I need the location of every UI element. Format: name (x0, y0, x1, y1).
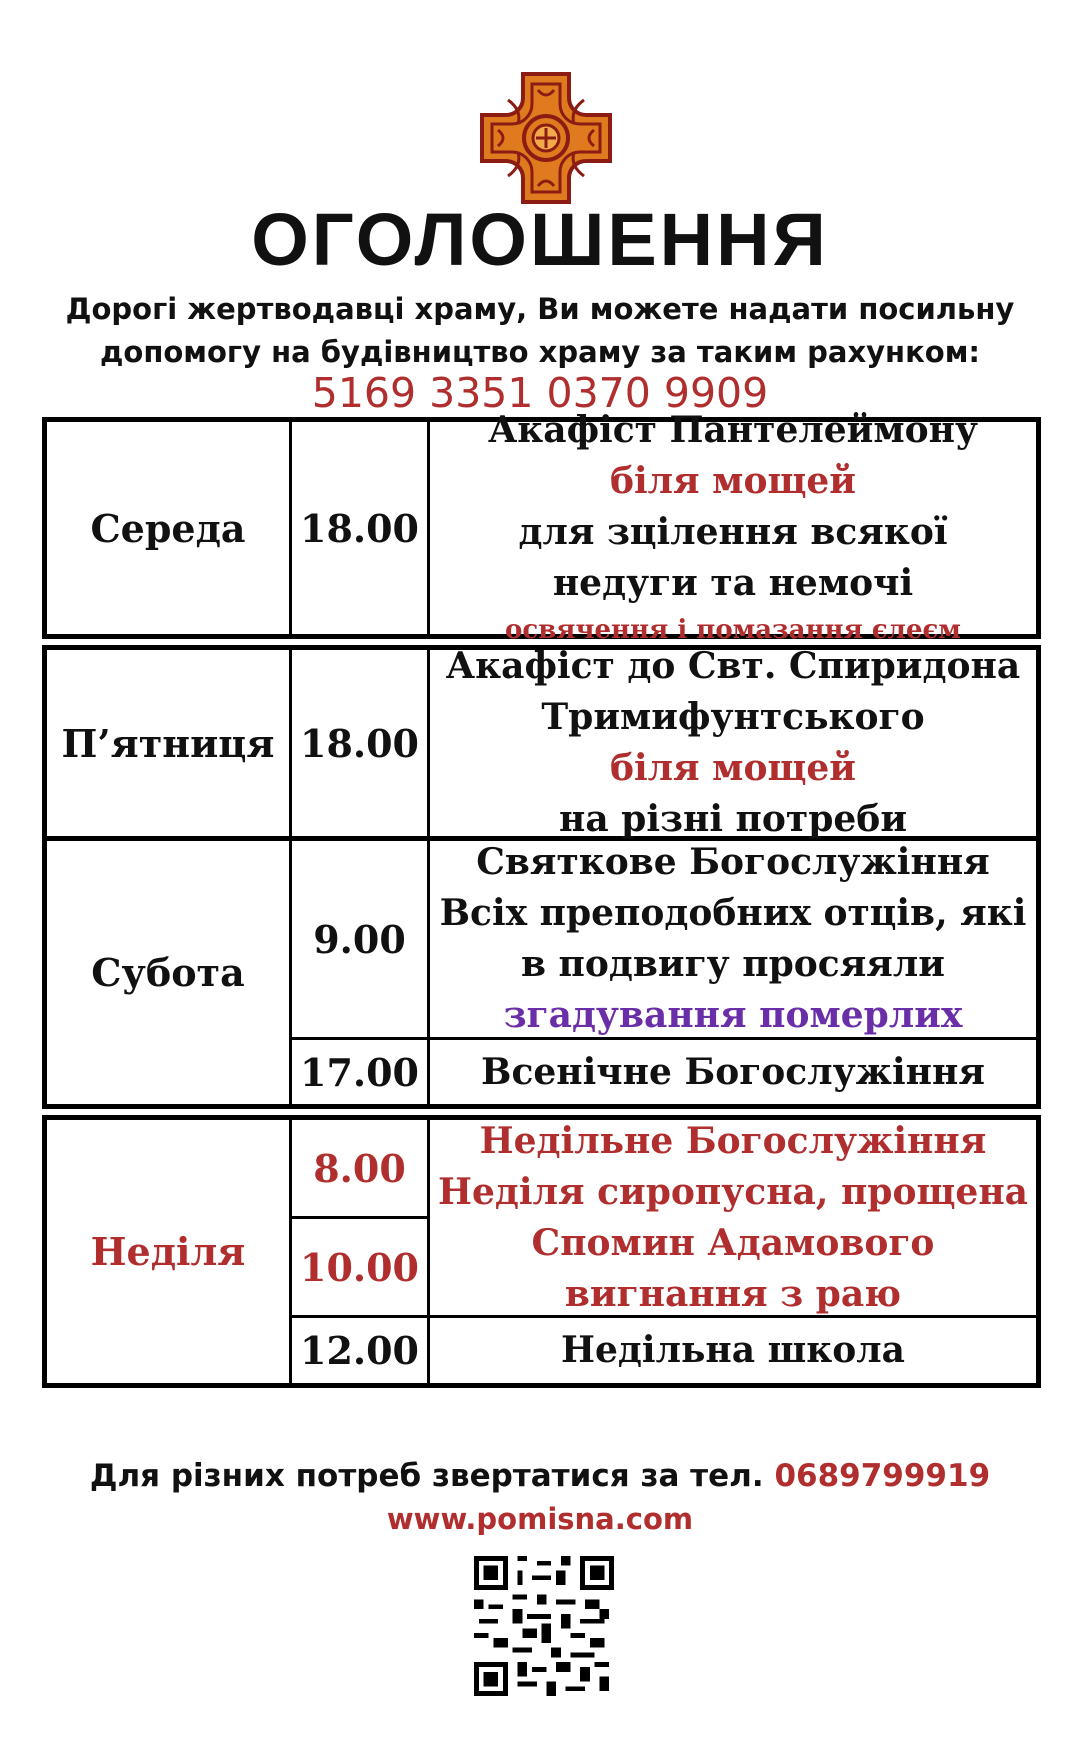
service-description (430, 1318, 1036, 1383)
schedule-table (42, 409, 1041, 1388)
time-cell: 18.00 (300, 505, 419, 551)
service-line: біля мощей (609, 460, 857, 502)
time-cell: 9.00 (313, 916, 406, 962)
schedule-row-sunday (42, 1115, 1041, 1388)
service-description (430, 409, 1036, 645)
service-line: Всенічне Богослужіння (481, 1050, 985, 1093)
day-cell: П’ятниця (61, 720, 275, 766)
phone-number[interactable]: 0689799919 (774, 1458, 991, 1494)
time-cell: 12.00 (300, 1328, 419, 1373)
service-line: Неділя сиропусна, прощена (437, 1170, 1029, 1213)
day-cell: Неділя (90, 1229, 246, 1274)
time-cell: 18.00 (300, 720, 419, 766)
service-line: Всіх преподобних отців, які (439, 892, 1027, 934)
intro-line-2: допомогу на будівництво храму за таким рахунком: (100, 335, 980, 369)
service-line: згадування померлих (503, 994, 963, 1036)
contact-text: Для різних потреб звертатися за тел. (89, 1458, 764, 1494)
service-line: Акафіст Пантелеймону (487, 409, 979, 451)
service-description (430, 1120, 1036, 1315)
service-line: Акафіст до Свт. Спиридона (445, 645, 1021, 687)
schedule-row-friday (42, 645, 1041, 841)
service-line: на різні потреби (558, 798, 908, 840)
service-description (430, 841, 1036, 1037)
service-line: Святкове Богослужіння (476, 841, 990, 883)
ornamental-cross-icon (478, 70, 614, 206)
service-line: в подвигу просяяли (521, 943, 945, 985)
donation-intro (40, 288, 1040, 374)
day-cell: Середа (90, 505, 246, 551)
page-title: ОГОЛОШЕННЯ (251, 198, 829, 281)
contact-line (0, 1454, 1080, 1498)
service-line: для зцілення всякої (518, 511, 948, 553)
service-line: Недільна школа (560, 1329, 906, 1371)
time-cell: 8.00 (313, 1145, 406, 1191)
service-note: освячення і помазання єлеєм (505, 615, 961, 645)
time-cell: 17.00 (300, 1049, 419, 1095)
account-number: 5169 3351 0370 9909 (311, 369, 769, 417)
day-cell: Субота (91, 950, 245, 995)
intro-line-1: Дорогі жертводавці храму, Ви можете надати посильну (65, 292, 1015, 326)
service-line: біля мощей (609, 747, 857, 789)
website-link[interactable]: www.pomisna.com (386, 1502, 694, 1536)
schedule-row-saturday (42, 841, 1041, 1109)
service-line: недуги та немочі (552, 562, 914, 604)
service-line: Спомин Адамового (531, 1221, 935, 1264)
service-line: вигнання з раю (564, 1272, 902, 1315)
service-line: Недільне Богослужіння (479, 1119, 987, 1162)
service-description (430, 645, 1036, 840)
qr-code[interactable] (474, 1556, 614, 1696)
service-line: Тримифунтського (541, 696, 925, 738)
time-cell: 10.00 (300, 1244, 419, 1290)
service-description (430, 1040, 1036, 1104)
schedule-row-wednesday (42, 409, 1041, 645)
